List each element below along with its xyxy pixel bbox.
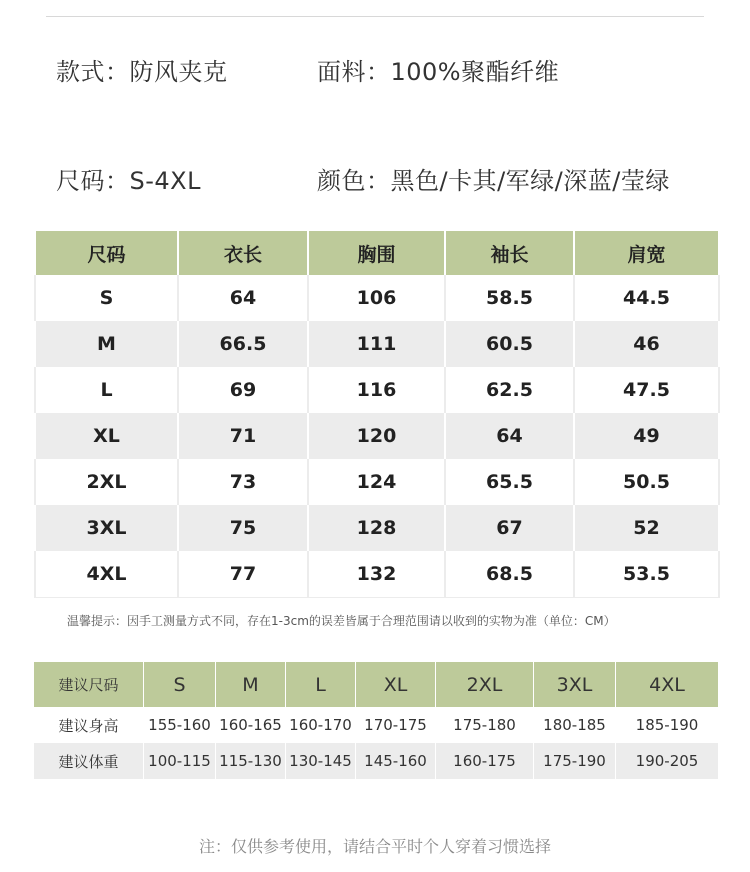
height-cell: 160-170	[286, 707, 356, 743]
measurement-tip: 温馨提示：因手工测量方式不同，存在1-3cm的误差皆属于合理范围请以收到的实物为准（单位：CM）	[67, 614, 616, 628]
color-info: 颜色：黑色/卡其/军绿/深蓝/莹绿	[317, 167, 670, 195]
cell-size: XL	[35, 413, 178, 459]
cell-shoulder: 46	[574, 321, 719, 367]
cell-length: 71	[178, 413, 308, 459]
cell-sleeve: 64	[445, 413, 574, 459]
size-range-info: 尺码：S-4XL	[56, 167, 201, 195]
fabric-info: 面料：100%聚酯纤维	[317, 58, 560, 86]
cell-size: M	[35, 321, 178, 367]
header-size-l: L	[286, 662, 356, 707]
table-row	[35, 275, 719, 321]
cell-chest: 111	[308, 321, 445, 367]
table-row	[35, 321, 719, 367]
cell-sleeve: 67	[445, 505, 574, 551]
reference-note: 注：仅供参考使用，请结合平时个人穿着习惯选择	[198, 837, 551, 856]
top-divider	[46, 16, 704, 17]
height-cell: 185-190	[616, 707, 719, 743]
cell-chest: 132	[308, 551, 445, 598]
table-row	[35, 413, 719, 459]
row-label-weight: 建议体重	[34, 743, 144, 779]
header-size-3xl: 3XL	[534, 662, 616, 707]
size-chart-header-row	[35, 231, 719, 275]
height-row	[34, 707, 719, 743]
weight-row	[34, 743, 719, 779]
height-cell: 175-180	[436, 707, 534, 743]
style-info: 款式：防风夹克	[56, 58, 228, 86]
cell-length: 69	[178, 367, 308, 413]
recommendation-table	[33, 662, 719, 779]
weight-cell: 130-145	[286, 743, 356, 779]
cell-length: 75	[178, 505, 308, 551]
header-size-s: S	[144, 662, 216, 707]
header-sleeve: 袖长	[445, 231, 574, 275]
height-cell: 155-160	[144, 707, 216, 743]
cell-sleeve: 58.5	[445, 275, 574, 321]
cell-shoulder: 49	[574, 413, 719, 459]
weight-cell: 145-160	[356, 743, 436, 779]
cell-shoulder: 53.5	[574, 551, 719, 598]
cell-size: 2XL	[35, 459, 178, 505]
header-chest: 胸围	[308, 231, 445, 275]
row-label-height: 建议身高	[34, 707, 144, 743]
cell-sleeve: 65.5	[445, 459, 574, 505]
cell-chest: 128	[308, 505, 445, 551]
cell-length: 64	[178, 275, 308, 321]
cell-sleeve: 60.5	[445, 321, 574, 367]
recommendation-header-row	[34, 662, 719, 707]
cell-chest: 106	[308, 275, 445, 321]
header-recommended-size: 建议尺码	[34, 662, 144, 707]
weight-cell: 100-115	[144, 743, 216, 779]
weight-cell: 190-205	[616, 743, 719, 779]
weight-cell: 160-175	[436, 743, 534, 779]
cell-chest: 120	[308, 413, 445, 459]
cell-size: S	[35, 275, 178, 321]
header-size-m: M	[216, 662, 286, 707]
table-row	[35, 505, 719, 551]
cell-shoulder: 50.5	[574, 459, 719, 505]
table-row	[35, 459, 719, 505]
header-size: 尺码	[35, 231, 178, 275]
header-size-4xl: 4XL	[616, 662, 719, 707]
cell-size: 3XL	[35, 505, 178, 551]
height-cell: 170-175	[356, 707, 436, 743]
height-cell: 160-165	[216, 707, 286, 743]
cell-length: 77	[178, 551, 308, 598]
weight-cell: 115-130	[216, 743, 286, 779]
table-row	[35, 367, 719, 413]
cell-size: L	[35, 367, 178, 413]
header-length: 衣长	[178, 231, 308, 275]
weight-cell: 175-190	[534, 743, 616, 779]
cell-length: 73	[178, 459, 308, 505]
cell-sleeve: 62.5	[445, 367, 574, 413]
cell-shoulder: 47.5	[574, 367, 719, 413]
cell-shoulder: 44.5	[574, 275, 719, 321]
size-chart-table	[34, 231, 720, 598]
header-size-xl: XL	[356, 662, 436, 707]
cell-sleeve: 68.5	[445, 551, 574, 598]
header-size-2xl: 2XL	[436, 662, 534, 707]
cell-size: 4XL	[35, 551, 178, 598]
cell-length: 66.5	[178, 321, 308, 367]
cell-chest: 124	[308, 459, 445, 505]
cell-shoulder: 52	[574, 505, 719, 551]
height-cell: 180-185	[534, 707, 616, 743]
table-row	[35, 551, 719, 598]
header-shoulder: 肩宽	[574, 231, 719, 275]
cell-chest: 116	[308, 367, 445, 413]
